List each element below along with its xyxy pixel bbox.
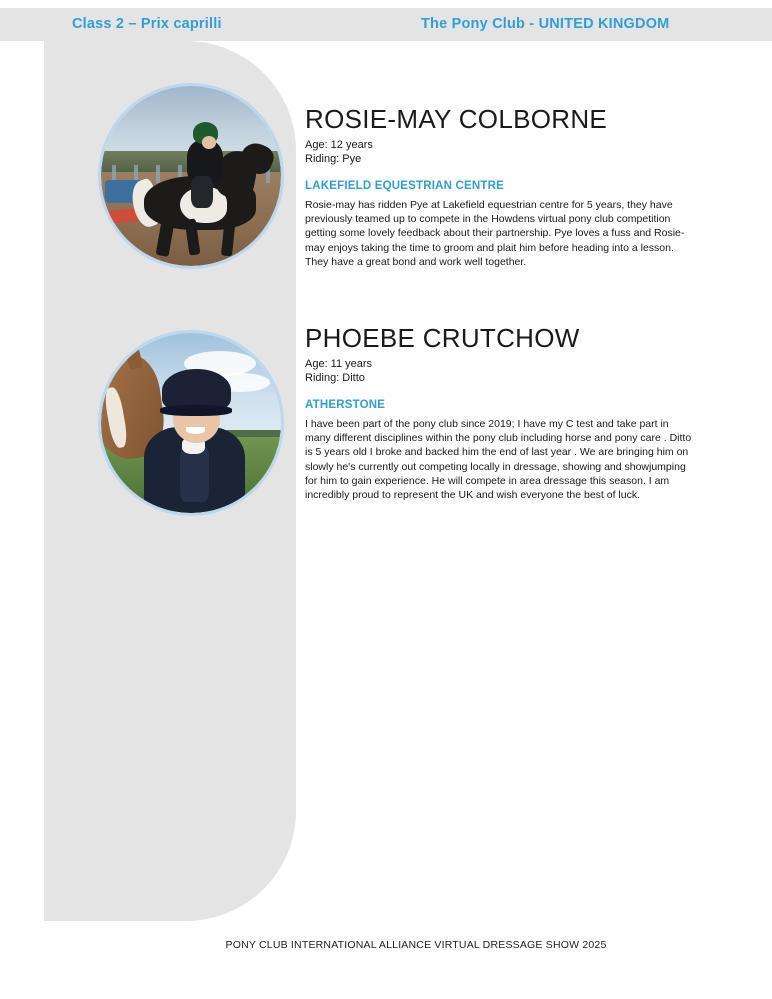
rider-age: Age: 11 years — [305, 357, 373, 370]
class-title: Class 2 – Prix caprilli — [72, 16, 222, 32]
rider-club: ATHERSTONE — [305, 398, 386, 411]
photo-rider-leg — [191, 176, 213, 208]
rider-details — [305, 324, 697, 502]
footer — [0, 939, 772, 951]
rider-club: LAKEFIELD EQUESTRIAN CENTRE — [305, 179, 504, 192]
rider-bio: I have been part of the pony club since 2019; I have my C test and take part in many different disciplines within the pony club including horse and pony care . Ditto is 5 years old I broke and backed him the end of last year . We are bringing him on slowly he's currently out competing locally in dressage, showing and showjumping for him to gain experience. He will compete in area dressage this season. I am incredibly proud to represent the UK and wish everyone the best of luck. — [305, 417, 692, 502]
rider-age: Age: 12 years — [305, 138, 373, 151]
rider-photo — [98, 330, 284, 516]
rider-bio: Rosie-may has ridden Pye at Lakefield equestrian centre for 5 years, they have previously teamed up to compete in the Howdens virtual pony club competition getting some lovely feedback about their partnership. Pye loves a fuss and Rosie-may enjoys taking the time to groom and plait him before heading into a lesson. They have a great bond and work well together. — [305, 198, 685, 268]
rider-details — [305, 105, 697, 269]
footer-text: PONY CLUB INTERNATIONAL ALLIANCE VIRTUAL DRESSAGE SHOW 2025 — [225, 939, 607, 951]
rider-photo — [98, 83, 284, 269]
rider-photo-image — [101, 86, 281, 266]
photo-rider-helmet-brim — [160, 405, 232, 416]
rider-horse: Riding: Pye — [305, 152, 362, 165]
photo-rider-face — [202, 136, 216, 149]
organisation-title: The Pony Club - UNITED KINGDOM — [421, 16, 670, 32]
rider-photo-image — [101, 333, 281, 513]
rider-horse: Riding: Ditto — [305, 371, 365, 384]
photo-rider-smile — [186, 427, 206, 434]
rider-name: PHOEBE CRUTCHOW — [305, 323, 580, 353]
rider-name: ROSIE-MAY COLBORNE — [305, 104, 608, 134]
